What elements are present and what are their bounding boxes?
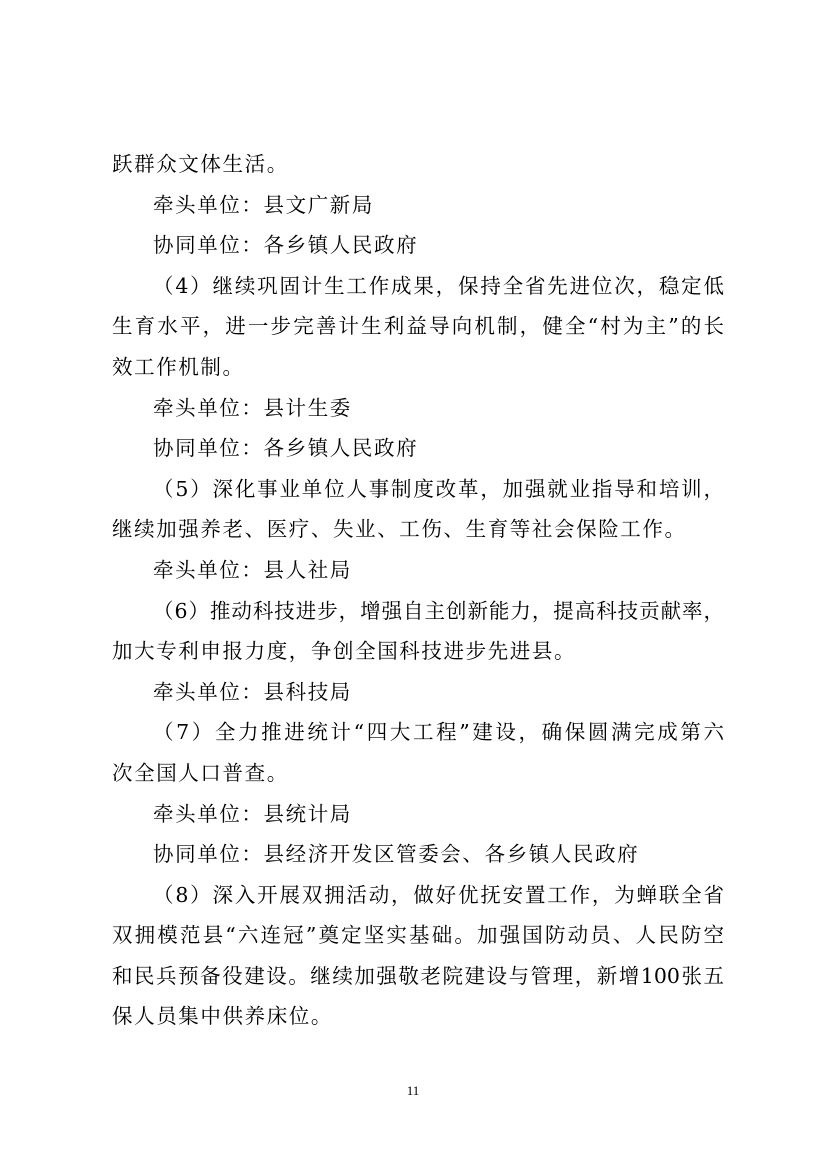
text-line: 双拥模范县“六连冠”奠定坚实基础。加强国防动员、人民防空 (112, 923, 724, 948)
text-line: 继续加强养老、医疗、失业、工伤、生育等社会保险工作。 (112, 517, 687, 542)
text-line: 保人员集中供养床位。 (112, 1004, 333, 1029)
lead-unit-line: 牵头单位：县计生委 (153, 395, 352, 420)
lead-unit-line: 牵头单位：县人社局 (153, 557, 352, 582)
page-number: 11 (406, 1083, 420, 1098)
text-line: 次全国人口普查。 (112, 760, 289, 785)
body-text (112, 144, 724, 1037)
text-line: 生育水平，进一步完善计生利益导向机制，健全“村为主”的长 (112, 314, 724, 339)
lead-unit-line: 牵头单位：县文广新局 (153, 192, 374, 217)
text-line: 效工作机制。 (112, 354, 245, 379)
item-8-line: （8）深入开展双拥活动，做好优抚安置工作，为蝉联全省 (153, 882, 724, 907)
lead-unit-line: 牵头单位：县统计局 (153, 801, 352, 826)
item-6-line: （6）推动科技进步，增强自主创新能力，提高科技贡献率， (153, 598, 724, 623)
text-line: 和民兵预备役建设。继续加强敬老院建设与管理，新增100张五 (112, 963, 724, 988)
lead-unit-line: 牵头单位：县科技局 (153, 679, 352, 704)
text-line: 跃群众文体生活。 (112, 152, 289, 176)
text-line: 加大专利申报力度，争创全国科技进步先进县。 (112, 639, 577, 664)
cooperating-unit-line: 协同单位：各乡镇人民政府 (153, 233, 419, 258)
cooperating-unit-line: 协同单位：各乡镇人民政府 (153, 436, 419, 461)
item-5-line: （5）深化事业单位人事制度改革，加强就业指导和培训， (153, 476, 724, 501)
item-4-line: （4）继续巩固计生工作成果，保持全省先进位次，稳定低 (153, 273, 724, 298)
cooperating-unit-line: 协同单位：县经济开发区管委会、各乡镇人民政府 (153, 842, 640, 867)
item-7-line: （7）全力推进统计“四大工程”建设，确保圆满完成第六 (153, 720, 724, 745)
